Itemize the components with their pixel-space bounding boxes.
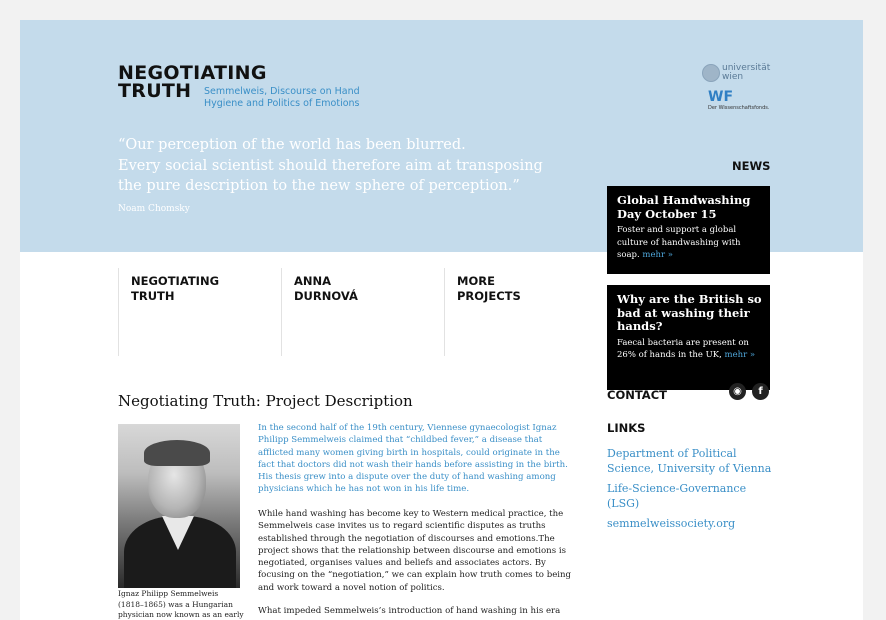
university-name-line: universität	[722, 63, 771, 73]
intro-line: In the second half of the 19th century, Viennese gynaecologist Ignaz	[258, 423, 557, 433]
news-more-link[interactable]: mehr »	[642, 250, 673, 260]
portrait-caption	[118, 589, 248, 620]
news-card[interactable]	[607, 285, 770, 390]
fwf-logo[interactable]	[708, 90, 778, 112]
body-line: What impeded Semmelweis’s introduction of hand washing in his era	[258, 606, 561, 616]
link-life-science-governance[interactable]	[607, 482, 777, 511]
news-summary-line: culture of handwashing with	[617, 237, 741, 248]
news-summary-line	[617, 249, 760, 262]
logo-title-line: NEGOTIATING	[118, 62, 267, 84]
nav-label-line: ANNA	[294, 274, 332, 288]
caption-line: (1818–1865) was a Hungarian	[118, 599, 233, 609]
university-name	[722, 64, 770, 82]
facebook-icon[interactable]: f	[752, 383, 769, 400]
site-logo-subtitle	[204, 86, 360, 110]
body-line: focusing on the “negotiation,” we can explain how truth comes to being	[258, 570, 572, 581]
body-line: established through the negotiation of discourses and emotions.The	[258, 533, 555, 544]
body-line: negotiated, organises values and beliefs and associates actors. By	[258, 558, 546, 569]
news-summary-line: Foster and support a global	[617, 225, 737, 235]
fwf-mark: WF	[708, 89, 734, 105]
caption-line: Ignaz Philipp Semmelweis	[118, 589, 219, 598]
news-summary-line	[617, 349, 760, 362]
link-department-political-science[interactable]	[607, 447, 777, 476]
link-semmelweis-society[interactable]	[607, 517, 777, 532]
nav-negotiating-truth[interactable]	[118, 268, 278, 356]
intro-paragraph	[258, 422, 573, 496]
news-heading: NEWS	[732, 159, 771, 173]
intro-line: afflicted many women giving birth in hospitals, could originate in the	[258, 447, 560, 458]
page-title: Negotiating Truth: Project Description	[118, 392, 413, 410]
news-title-line: bad at washing their	[617, 305, 750, 320]
quote-line: the pure description to the new sphere of perception.”	[118, 178, 520, 194]
body-paragraph	[258, 508, 576, 594]
university-vienna-logo[interactable]	[702, 64, 772, 84]
news-more-link[interactable]: mehr »	[724, 350, 756, 360]
news-summary-tail: 26% of hands in the UK,	[617, 350, 722, 360]
news-title-line: hands?	[617, 319, 663, 333]
nav-label-line: NEGOTIATING	[131, 274, 220, 288]
body-line: While hand washing has become key to Western medical practice, the	[258, 509, 564, 519]
university-seal-icon	[702, 64, 720, 82]
news-summary	[617, 337, 760, 362]
news-card[interactable]	[607, 186, 770, 274]
body-line: Semmelweis case invites us to regard scientific disputes as truths	[258, 521, 546, 532]
news-title[interactable]	[617, 194, 760, 221]
nav-label-line: MORE	[457, 274, 495, 288]
caption-line: physician now known as an early	[118, 610, 244, 619]
nav-label-line: DURNOVÁ	[294, 289, 358, 303]
nav-label-line: PROJECTS	[457, 289, 521, 303]
nav-more-projects[interactable]	[444, 268, 594, 356]
intro-line: His thesis grew into a dispute over the duty of hand washing among	[258, 472, 556, 483]
body-line: and work toward a novel notion of politics.	[258, 582, 445, 593]
news-summary-line: Faecal bacteria are present on	[617, 337, 749, 348]
university-name-line: wien	[722, 72, 744, 82]
body-paragraph	[258, 605, 576, 617]
logo-subtitle-line: Semmelweis, Discourse on Hand	[204, 86, 360, 97]
intro-line: physicians which he has not won in his life time.	[258, 484, 470, 495]
quote-author: Noam Chomsky	[118, 204, 190, 214]
nav-anna-durnova[interactable]	[281, 268, 441, 356]
links-heading: LINKS	[607, 421, 646, 435]
link-line: (LSG)	[607, 496, 640, 510]
quote-line: Every social scientist should therefore aim at transposing	[118, 157, 543, 174]
body-line: project shows that the relationship between discourse and emotions is	[258, 545, 567, 556]
link-line: Science, University of Vienna	[607, 461, 772, 475]
news-title[interactable]	[617, 293, 760, 334]
portrait-hair	[144, 440, 210, 466]
hero-quote	[118, 135, 568, 197]
semmelweis-portrait-image	[118, 424, 240, 588]
fwf-name: Der Wissenschaftsfonds.	[708, 105, 770, 111]
logo-subtitle-line: Hygiene and Politics of Emotions	[204, 98, 360, 109]
rss-icon[interactable]: ◉	[729, 383, 746, 400]
nav-label-line: TRUTH	[131, 289, 175, 303]
intro-line: fact that doctors did not wash their hands before assisting in the birth.	[258, 459, 568, 470]
quote-line: “Our perception of the world has been blurred.	[118, 137, 466, 153]
link-line: semmelweissociety.org	[607, 517, 736, 530]
contact-heading: CONTACT	[607, 388, 667, 402]
link-line: Life-Science-Governance	[607, 482, 747, 495]
news-summary-tail: soap.	[617, 250, 640, 260]
intro-line: Philipp Semmelweis claimed that “childbed fever,” a disease that	[258, 435, 543, 446]
news-summary	[617, 224, 760, 262]
news-title-line: Global Handwashing	[617, 193, 751, 207]
logo-title-line: TRUTH	[118, 80, 192, 102]
news-title-line: Day October 15	[617, 206, 717, 221]
link-line: Department of Political	[607, 447, 737, 460]
page	[20, 20, 863, 620]
news-title-line: Why are the British so	[617, 292, 762, 306]
